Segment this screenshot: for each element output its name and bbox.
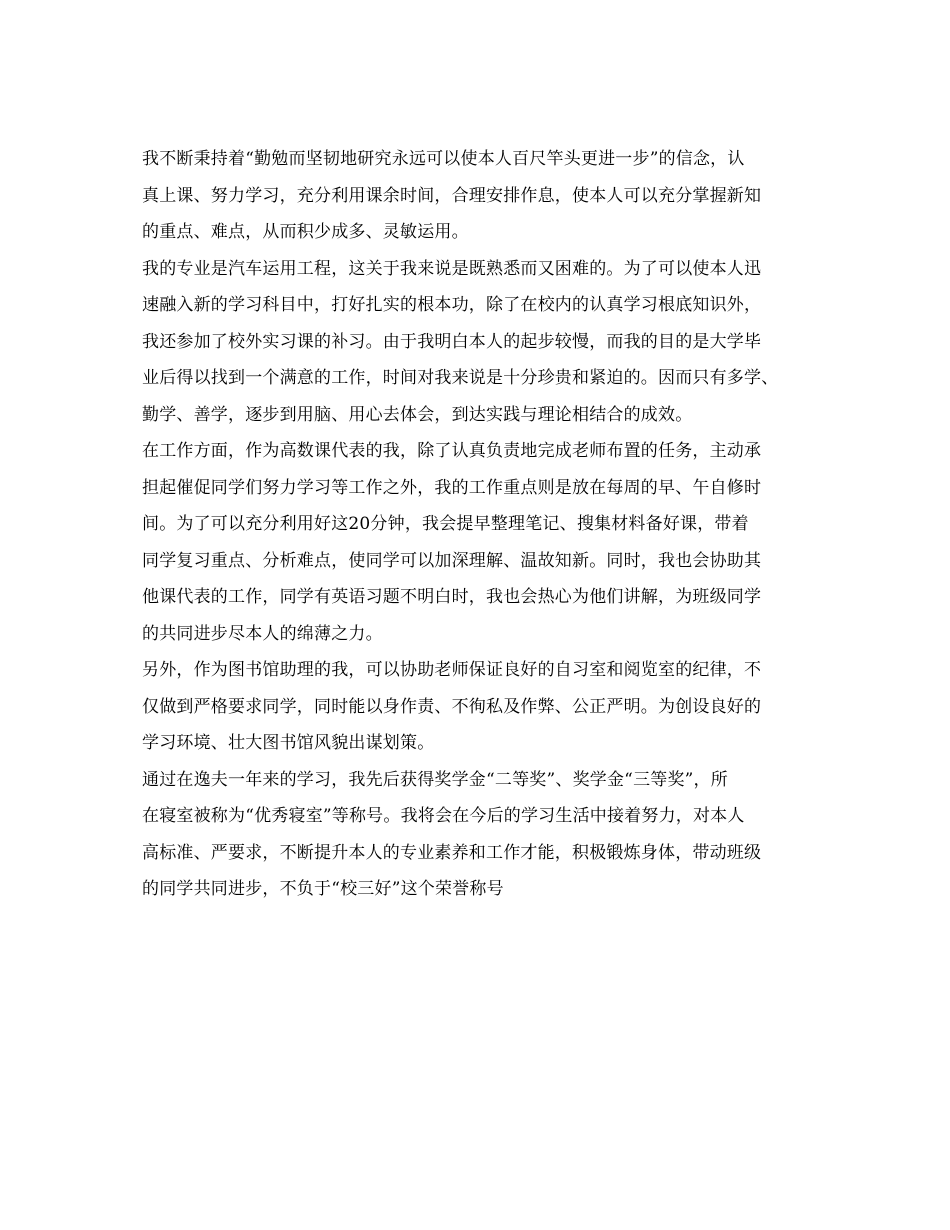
text-line: 我的专业是汽车运用工程，这关于我来说是既熟悉而又困难的。为了可以使本人迅: [142, 258, 762, 279]
text-line: 高标准、严要求，不断提升本人的专业素养和工作才能，积极锻炼身体，带动班级: [142, 842, 762, 863]
text-line: 另外，作为图书馆助理的我，可以协助老师保证良好的自习室和阅览室的纪律，不: [142, 660, 762, 680]
text-line: 我不断秉持着“勤勉而坚韧地研究永远可以使本人百尺竿头更进一步”的信念，认: [142, 149, 745, 169]
text-line: 勤学、善学，逐步到用脑、用心去体会，到达实践与理论相结合的成效。: [142, 404, 693, 425]
text-line: 他课代表的工作，同学有英语习题不明白时，我也会热心为他们讲解，为班级同学: [142, 587, 762, 607]
text-line: 同学复习重点、分析难点，使同学可以加深理解、温故知新。同时，我也会协助其: [142, 550, 762, 571]
text-line: 业后得以找到一个满意的工作，时间对我来说是十分珍贵和紧迫的。因而只有多学、: [142, 368, 779, 388]
paragraph-library: [142, 652, 822, 762]
text-line: 的共同进步尽本人的绵薄之力。: [142, 623, 383, 644]
text-line: 在工作方面，作为高数课代表的我，除了认真负责地完成老师布置的任务，主动承: [142, 441, 762, 461]
text-line: 学习环境、壮大图书馆风貌出谋划策。: [142, 733, 435, 753]
document-body: [142, 141, 822, 908]
text-line: 间。为了可以充分利用好这20分钟，我会提早整理笔记、搜集材料备好课，带着: [142, 514, 749, 534]
text-line: 通过在逸夫一年来的学习，我先后获得奖学金“二等奖”、奖学金“三等奖”，所: [142, 769, 728, 790]
paragraph-work: [142, 433, 822, 652]
text-line: 我还参加了校外实习课的补习。由于我明白本人的起步较慢，而我的目的是大学毕: [142, 331, 762, 352]
text-line: 担起催促同学们努力学习等工作之外，我的工作重点则是放在每周的早、午自修时: [142, 477, 762, 498]
text-line: 在寝室被称为“优秀寝室”等称号。我将会在今后的学习生活中接着努力，对本人: [142, 806, 745, 826]
text-line: 真上课、努力学习，充分利用课余时间，合理安排作息，使本人可以充分掌握新知: [142, 185, 762, 206]
paragraph-awards: [142, 762, 822, 908]
paragraph-study-attitude: [142, 141, 822, 251]
text-line: 速融入新的学习科目中，打好扎实的根本功，除了在校内的认真学习根底知识外，: [142, 295, 762, 315]
text-line: 的同学共同进步，不负于“校三好”这个荣誉称号: [142, 879, 504, 899]
paragraph-major: [142, 251, 822, 434]
text-line: 仅做到严格要求同学，同时能以身作责、不徇私及作弊、公正严明。为创设良好的: [142, 696, 762, 717]
text-line: 的重点、难点，从而积少成多、灵敏运用。: [142, 222, 469, 242]
